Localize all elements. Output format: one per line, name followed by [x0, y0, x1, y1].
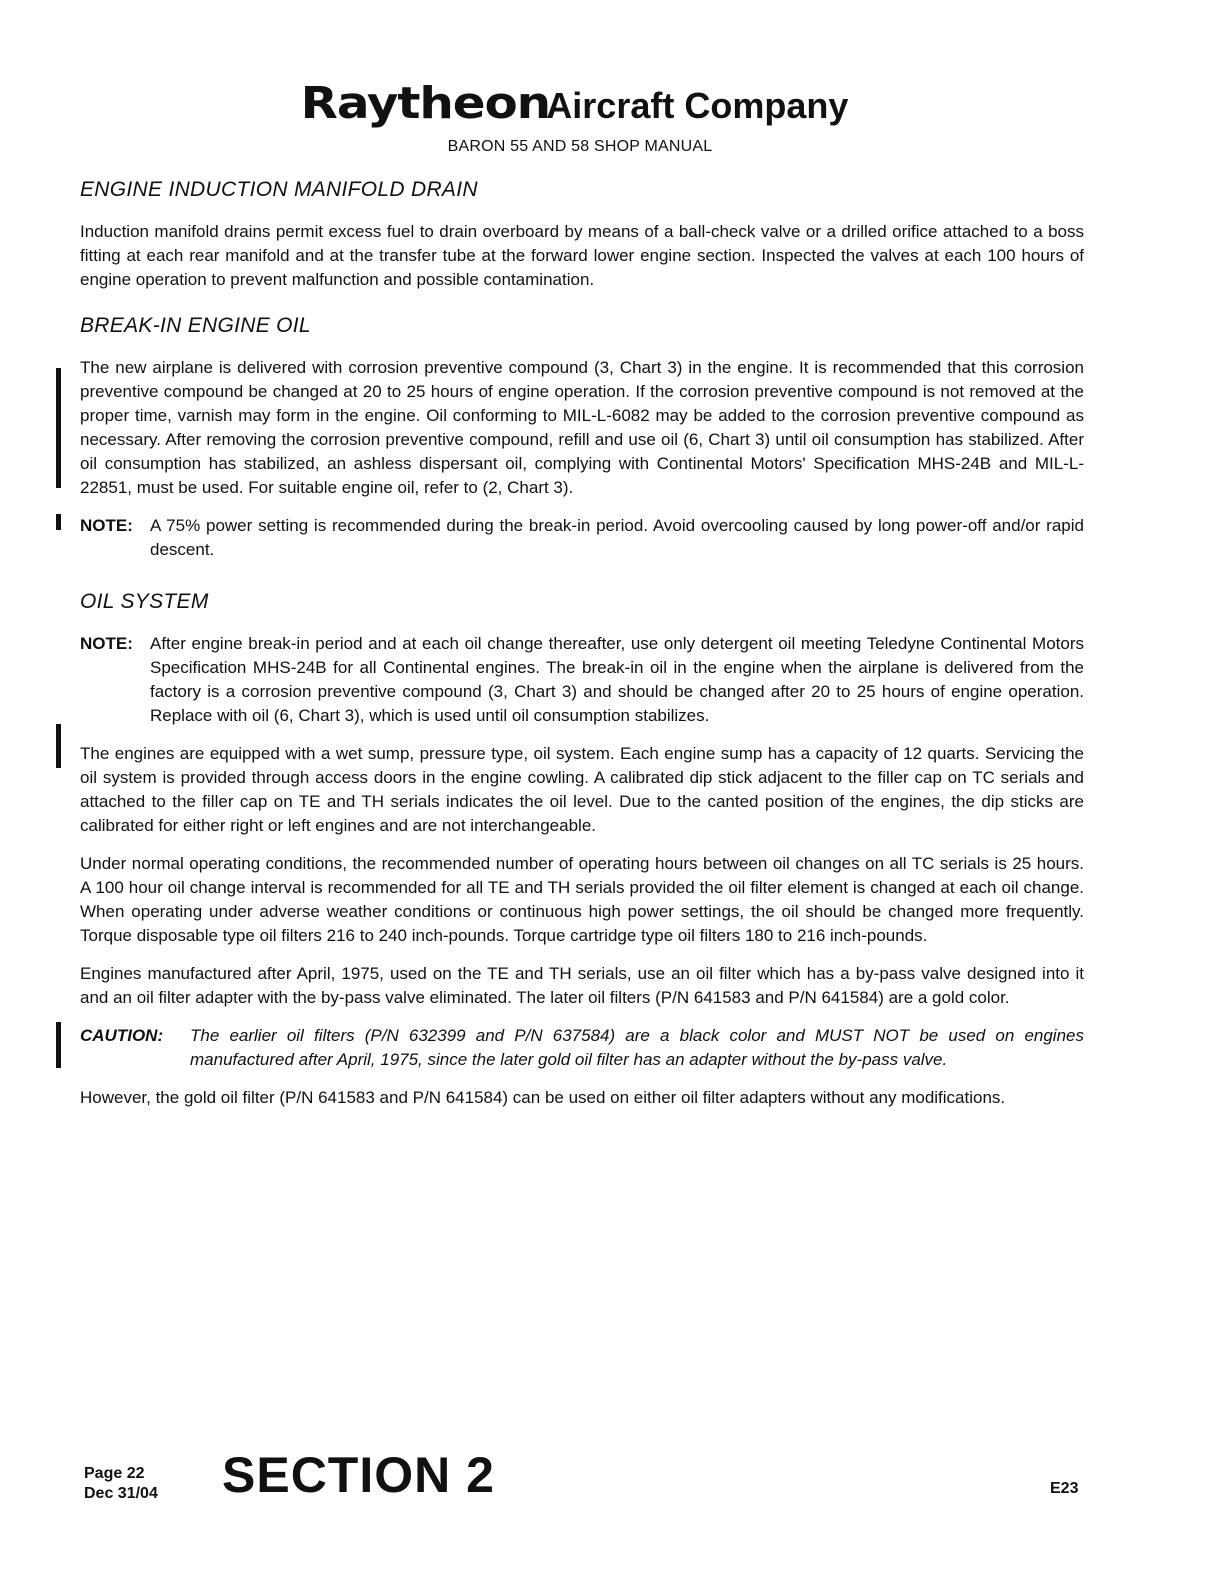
document-code: E23 — [1050, 1480, 1079, 1497]
breakin-note — [80, 514, 1084, 562]
oil-paragraph-3: Engines manufactured after April, 1975, used on the TE and TH serials, use an oil filter which has a by-pass valve designed into it and an oil filter adapter with the by-pass valve eliminated. The later oil filters (P/N 641583 and P/N 641584) are a gold color. — [80, 964, 1084, 1007]
note-text: A 75% power setting is recommended during the break-in period. Avoid overcooling caused by long power-off and/or rapid descent. — [150, 516, 1084, 559]
revision-date: Dec 31/04 — [84, 1485, 158, 1502]
caution-label: CAUTION: — [80, 1026, 164, 1045]
oil-paragraph-4: However, the gold oil filter (P/N 641583 and P/N 641584) can be used on either oil filter adapters without any modifications. — [80, 1088, 1006, 1107]
raytheon-logo: Raytheon — [300, 78, 550, 129]
page-number: Page 22 — [84, 1465, 145, 1482]
revision-bar — [56, 1022, 61, 1068]
section-title-oil: OIL SYSTEM — [80, 590, 209, 613]
revision-bar — [56, 724, 61, 768]
revision-bar — [56, 514, 61, 530]
company-suffix: Aircraft Company — [546, 85, 849, 126]
oil-paragraph-2: Under normal operating conditions, the recommended number of operating hours between oil changes on all TC serials is 25 hours. A 100 hour oil change interval is recommended for all TE and TH serials provided the oil filter element is changed at each oil change. When operating under adverse weather conditions or continuous high power settings, the oil should be changed more frequently. Torque disposable type oil filters 216 to 240 inch-pounds. Torque cartridge type oil filters 180 to 216 inch-pounds. — [80, 854, 1084, 945]
note-label: NOTE: — [80, 634, 133, 653]
section-title-breakin: BREAK-IN ENGINE OIL — [80, 314, 311, 337]
page-header — [0, 80, 1160, 156]
caution-text: The earlier oil filters (P/N 632399 and P/N 637584) are a black color and MUST NOT be used on engines manufactured after April, 1975, since the later gold oil filter has an adapter without the by-pass valve. — [190, 1026, 1084, 1069]
company-name — [0, 80, 1160, 130]
note-text: After engine break-in period and at each oil change thereafter, use only detergent oil meeting Teledyne Continental Motors Specification MHS-24B for all Continental engines. The break-in oil in the engine when the airplane is delivered from the factory is a corrosion preventive compound (3, Chart 3) and should be changed after 20 to 25 hours of engine operation. Replace with oil (6, Chart 3), which is used until oil consumption stabilizes. — [150, 634, 1084, 725]
manual-title: BARON 55 AND 58 SHOP MANUAL — [447, 138, 713, 155]
breakin-paragraph: The new airplane is delivered with corrosion preventive compound (3, Chart 3) in the engine. It is recommended that this corrosion preventive compound be changed at 20 to 25 hours of engine operation. If the corrosion preventive compound is not removed at the proper time, varnish may form in the engine. Oil conforming to MIL-L-6082 may be added to the corrosion preventive compound as necessary. After removing the corrosion preventive compound, refill and use oil (6, Chart 3) until oil consumption has stabilized. After oil consumption has stabilized, an ashless dispersant oil, complying with Continental Motors' Specification MHS-24B and MIL-L-22851, must be used. For suitable engine oil, refer to (2, Chart 3). — [80, 358, 1084, 497]
section-label: SECTION 2 — [222, 1447, 495, 1503]
induction-paragraph: Induction manifold drains permit excess fuel to drain overboard by means of a ball-check valve or a drilled orifice attached to a boss fitting at each rear manifold and at the transfer tube at the forward lower engine section. Inspected the valves at each 100 hours of engine operation to prevent malfunction and possible contamination. — [80, 222, 1084, 289]
oil-paragraph-1: The engines are equipped with a wet sump, pressure type, oil system. Each engine sump has a capacity of 12 quarts. Servicing the oil system is provided through access doors in the engine cowling. A calibrated dip stick adjacent to the filler cap on TC serials and attached to the filler cap on TE and TH serials indicates the oil level. Due to the canted position of the engines, the dip sticks are calibrated for either right or left engines and are not interchangeable. — [80, 744, 1084, 835]
oil-caution — [80, 1024, 1084, 1072]
section-title-induction: ENGINE INDUCTION MANIFOLD DRAIN — [80, 178, 478, 201]
revision-bar — [56, 368, 61, 488]
page-footer-info — [84, 1464, 158, 1504]
note-label: NOTE: — [80, 516, 133, 535]
oil-note — [80, 632, 1084, 728]
document-body — [80, 178, 1084, 1124]
